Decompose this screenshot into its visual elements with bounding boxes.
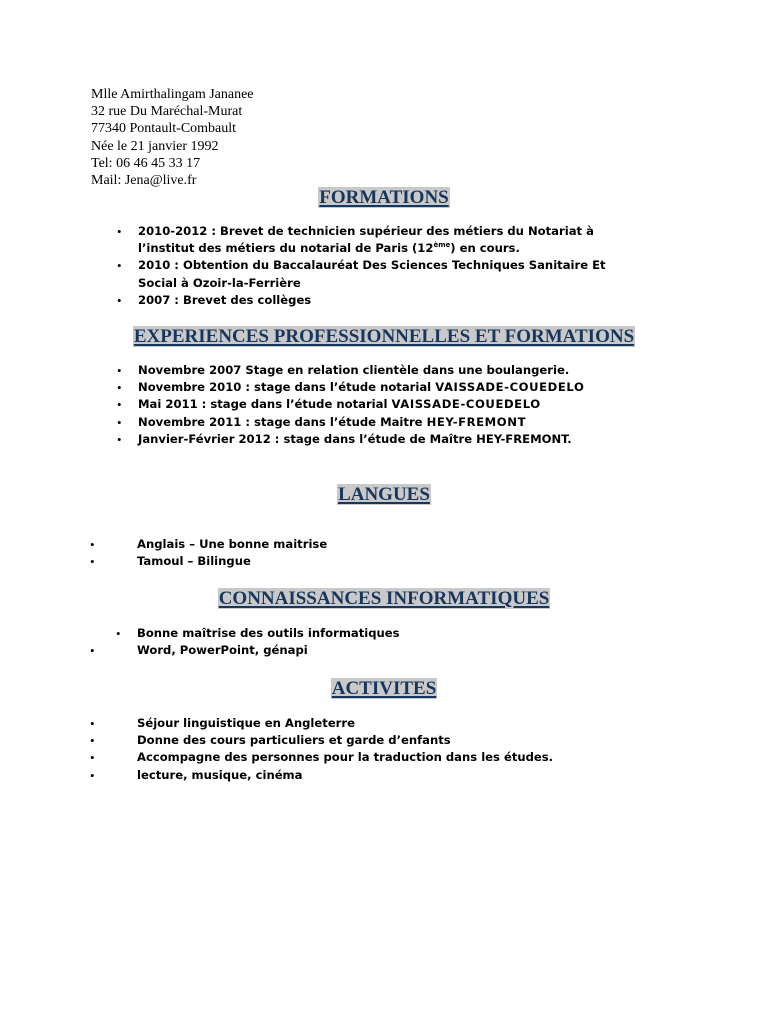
experience-text: Mai 2011 : stage dans l’étude notarial: [138, 397, 392, 412]
contact-block: [91, 86, 254, 189]
list-item: [117, 379, 585, 396]
experience-office: VAISSADE-COUEDELO: [391, 397, 541, 412]
bullet-icon: •: [117, 258, 122, 274]
list-item: [117, 362, 584, 379]
bullet-icon: •: [90, 750, 95, 766]
list-item: [90, 536, 328, 553]
bullet-icon: •: [117, 414, 122, 430]
experience-office: VAISSADE-COUEDELO: [435, 380, 585, 395]
activite-text: lecture, musique, cinéma: [137, 767, 303, 782]
heading-langues: [0, 484, 768, 506]
list-item: [90, 767, 553, 784]
heading-activites: [0, 678, 768, 700]
bullet-icon: •: [90, 537, 95, 552]
list-item: [117, 414, 584, 431]
bullet-icon: •: [117, 431, 122, 447]
heading-formations-text: FORMATIONS: [319, 187, 449, 208]
langues-list: [90, 536, 328, 570]
bullet-icon: •: [117, 292, 122, 308]
contact-city: 77340 Pontault-Combault: [91, 121, 237, 137]
experience-text: Janvier-Février 2012 : stage dans l’étude de Maître HEY-FREMONT.: [138, 431, 572, 446]
activite-text: Accompagne des personnes pour la traduction dans les études.: [137, 750, 554, 765]
heading-formations: [0, 187, 768, 209]
langue-text: Tamoul – Bilingue: [137, 554, 251, 569]
experience-office: HEY-FREMONT: [426, 414, 527, 429]
activite-text: Donne des cours particuliers et garde d’enfants: [137, 733, 451, 748]
contact-street: 32 rue Du Maréchal-Murat: [91, 104, 243, 120]
bullet-icon: •: [90, 716, 95, 731]
formation-line: 2007 : Brevet des collèges: [138, 292, 312, 307]
list-item: [90, 732, 553, 749]
list-item: [117, 431, 584, 448]
formation-line: 2010 : Obtention du Baccalauréat Des Sciences Techniques Sanitaire Et: [138, 258, 606, 273]
formation-text: l’institut des métiers du notarial de Paris (12: [138, 241, 434, 256]
heading-informatique: [0, 588, 768, 610]
formation-text: ) en cours.: [450, 241, 520, 256]
contact-tel: Tel: 06 46 45 33 17: [91, 155, 201, 171]
heading-experiences: [0, 326, 768, 348]
list-item: [116, 625, 400, 642]
informatique-text: Bonne maîtrise des outils informatiques: [137, 626, 400, 640]
superscript: ème: [433, 241, 451, 250]
bullet-icon: •: [90, 643, 95, 659]
activite-text: Séjour linguistique en Angleterre: [137, 716, 355, 730]
bullet-icon: •: [90, 733, 95, 749]
bullet-icon: •: [117, 363, 122, 378]
informatique-list: [90, 625, 400, 659]
langue-text: Anglais – Une bonne maitrise: [137, 537, 328, 551]
list-item: [90, 715, 553, 732]
bullet-icon: •: [90, 554, 95, 570]
formation-line: 2010-2012 : Brevet de technicien supérieur des métiers du Notariat à: [138, 224, 594, 238]
heading-langues-text: LANGUES: [338, 484, 430, 505]
bullet-icon: •: [116, 626, 121, 641]
activites-list: [90, 715, 554, 784]
formations-list: [117, 223, 606, 309]
heading-experiences-text: EXPERIENCES PROFESSIONNELLES ET FORMATIONS: [133, 326, 635, 347]
bullet-icon: •: [90, 767, 95, 783]
formation-line: [138, 240, 606, 257]
heading-activites-text: ACTIVITES: [331, 678, 437, 699]
bullet-icon: •: [117, 380, 122, 396]
bullet-icon: •: [117, 397, 122, 413]
list-item: [117, 223, 606, 257]
list-item: [117, 292, 606, 309]
heading-informatique-text: CONNAISSANCES INFORMATIQUES: [218, 588, 550, 609]
experience-text: Novembre 2010 : stage dans l’étude notarial: [138, 380, 436, 395]
experience-text: Novembre 2007 Stage en relation clientèle dans une boulangerie.: [138, 363, 570, 377]
contact-birth: Née le 21 janvier 1992: [91, 138, 219, 154]
list-item: [117, 257, 606, 291]
list-item: [117, 396, 584, 413]
formation-line: Social à Ozoir-la-Ferrière: [138, 275, 301, 290]
list-item: [90, 642, 400, 659]
contact-name: Mlle Amirthalingam Jananee: [91, 87, 254, 102]
list-item: [90, 749, 554, 766]
experiences-list: [117, 362, 585, 448]
experience-text: Novembre 2011 : stage dans l’étude Maitre: [138, 414, 427, 429]
list-item: [90, 553, 327, 570]
contact-mail: Mail: Jena@live.fr: [91, 173, 197, 189]
bullet-icon: •: [117, 224, 122, 239]
informatique-text: Word, PowerPoint, génapi: [137, 643, 308, 658]
